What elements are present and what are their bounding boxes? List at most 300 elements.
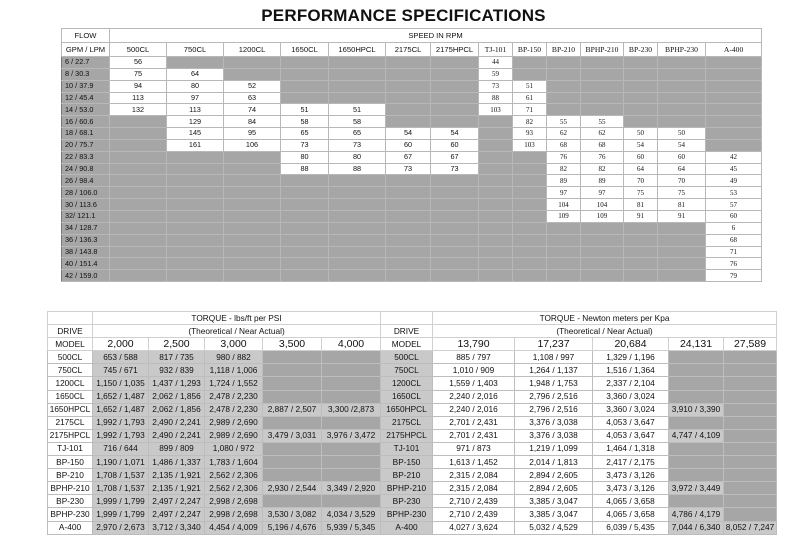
speed-cell <box>224 57 281 69</box>
speed-cell <box>431 68 479 80</box>
speed-cell: 95 <box>224 128 281 140</box>
speed-cell <box>110 151 167 163</box>
speed-cell <box>167 258 224 270</box>
torque-value-cell: 3,473 / 3,126 <box>593 469 669 482</box>
speed-cell: 50 <box>624 128 658 140</box>
flow-row <box>62 128 762 140</box>
torque-value-cell: 3,479 / 3,031 <box>263 429 322 442</box>
speed-cell <box>329 246 386 258</box>
speed-cell <box>224 151 281 163</box>
flow-row <box>62 175 762 187</box>
speed-cell: 70 <box>658 175 706 187</box>
speed-cell: 103 <box>479 104 513 116</box>
torque-row <box>48 429 381 442</box>
torque-value-cell: 4,027 / 3,624 <box>433 521 515 534</box>
speed-cell <box>431 258 479 270</box>
flow-row <box>62 116 762 128</box>
speed-cell <box>624 68 658 80</box>
flow-row <box>62 151 762 163</box>
torque-value-cell <box>724 364 777 377</box>
speed-cell <box>706 80 762 92</box>
speed-cell <box>281 57 329 69</box>
torque-row <box>381 456 777 469</box>
speed-cell: 62 <box>581 128 624 140</box>
speed-cell <box>513 234 547 246</box>
speed-cell <box>624 80 658 92</box>
speed-cell <box>479 128 513 140</box>
torque-value-cell: 1,219 / 1,099 <box>515 442 593 455</box>
model-header-row <box>62 43 762 57</box>
speed-cell: 68 <box>706 234 762 246</box>
speed-cell: 59 <box>479 68 513 80</box>
speed-cell <box>581 92 624 104</box>
speed-cell: 80 <box>167 80 224 92</box>
speed-cell <box>479 234 513 246</box>
speed-cell <box>624 116 658 128</box>
speed-cell: 62 <box>547 128 581 140</box>
model-header-cell: 750CL <box>167 43 224 57</box>
speed-cell: 67 <box>431 151 479 163</box>
speed-cell <box>513 175 547 187</box>
drive-model-cell: 2175CL <box>48 416 93 429</box>
torque-value-cell: 2,796 / 2,516 <box>515 390 593 403</box>
flow-row <box>62 199 762 211</box>
torque-row <box>381 351 777 364</box>
torque-value-cell: 4,065 / 3,658 <box>593 495 669 508</box>
torque-value-cell: 2,337 / 2,104 <box>593 377 669 390</box>
torque-metric-table <box>380 311 777 535</box>
flow-value-cell: 16 / 60.6 <box>62 116 110 128</box>
torque-value-cell: 2,970 / 2,673 <box>93 521 149 534</box>
speed-cell <box>547 234 581 246</box>
torque-value-cell: 4,034 / 3,529 <box>322 508 381 521</box>
torque-title-row <box>48 312 381 325</box>
flow-value-cell: 28 / 106.0 <box>62 187 110 199</box>
speed-cell <box>547 222 581 234</box>
torque-value-cell <box>669 351 724 364</box>
torque-row <box>48 416 381 429</box>
speed-cell <box>386 104 431 116</box>
speed-cell <box>281 187 329 199</box>
speed-cell <box>431 187 479 199</box>
speed-cell: 103 <box>513 139 547 151</box>
speed-cell: 58 <box>329 116 386 128</box>
speed-cell <box>658 270 706 282</box>
speed-cell <box>224 175 281 187</box>
torque-value-cell <box>322 456 381 469</box>
speed-cell <box>281 199 329 211</box>
torque-value-cell: 5,196 / 4,676 <box>263 521 322 534</box>
torque-value-cell: 2,894 / 2,605 <box>515 469 593 482</box>
torque-value-cell <box>322 390 381 403</box>
flow-row <box>62 270 762 282</box>
flow-value-cell: 36 / 136.3 <box>62 234 110 246</box>
model-header-cell: TJ-101 <box>479 43 513 57</box>
torque-value-cell: 2,478 / 2,230 <box>205 390 263 403</box>
speed-cell: 75 <box>624 187 658 199</box>
speed-cell: 53 <box>706 187 762 199</box>
speed-cell <box>281 258 329 270</box>
pressure-header-cell: 17,237 <box>515 338 593 351</box>
torque-value-cell <box>724 469 777 482</box>
blank-header-cell <box>48 312 93 325</box>
speed-cell: 52 <box>224 80 281 92</box>
torque-value-cell: 1,264 / 1,137 <box>515 364 593 377</box>
pressure-header-row <box>381 338 777 351</box>
drive-label: DRIVE <box>48 325 93 338</box>
flow-row <box>62 210 762 222</box>
speed-cell <box>329 68 386 80</box>
speed-cell <box>479 151 513 163</box>
drive-model-cell: A-400 <box>381 521 433 534</box>
torque-value-cell <box>263 456 322 469</box>
torque-value-cell: 932 / 839 <box>149 364 205 377</box>
model-label: MODEL <box>381 338 433 351</box>
speed-cell: 60 <box>658 151 706 163</box>
model-header-cell: BP-230 <box>624 43 658 57</box>
pressure-header-cell: 3,500 <box>263 338 322 351</box>
torque-value-cell: 899 / 809 <box>149 442 205 455</box>
speed-cell: 88 <box>281 163 329 175</box>
torque-value-cell: 1,613 / 1,452 <box>433 456 515 469</box>
speed-cell <box>329 57 386 69</box>
torque-value-cell: 1,992 / 1,793 <box>93 429 149 442</box>
torque-value-cell: 1,486 / 1,337 <box>149 456 205 469</box>
speed-cell <box>167 151 224 163</box>
speed-cell <box>624 234 658 246</box>
torque-title: TORQUE - Newton meters per Kpa <box>433 312 777 325</box>
speed-cell: 73 <box>431 163 479 175</box>
torque-value-cell: 2,315 / 2,084 <box>433 482 515 495</box>
torque-value-cell: 4,786 / 4,179 <box>669 508 724 521</box>
speed-cell <box>224 258 281 270</box>
speed-cell <box>431 234 479 246</box>
speed-cell <box>110 128 167 140</box>
drive-model-cell: BP-150 <box>48 456 93 469</box>
speed-cell: 79 <box>706 270 762 282</box>
torque-value-cell: 1,010 / 909 <box>433 364 515 377</box>
speed-cell: 55 <box>547 116 581 128</box>
drive-model-cell: 750CL <box>48 364 93 377</box>
speed-cell <box>658 116 706 128</box>
torque-subtitle-row <box>48 325 381 338</box>
speed-cell: 50 <box>658 128 706 140</box>
speed-cell <box>329 222 386 234</box>
pressure-header-cell: 13,790 <box>433 338 515 351</box>
blank-header-cell <box>381 312 433 325</box>
speed-cell <box>281 222 329 234</box>
flow-header: FLOW <box>62 29 110 43</box>
torque-value-cell: 2,710 / 2,439 <box>433 495 515 508</box>
drive-model-cell: 2175CL <box>381 416 433 429</box>
model-header-cell: BP-150 <box>513 43 547 57</box>
speed-cell: 68 <box>581 139 624 151</box>
flow-value-cell: 40 / 151.4 <box>62 258 110 270</box>
model-header-cell: 500CL <box>110 43 167 57</box>
flow-row <box>62 187 762 199</box>
torque-subtitle-row <box>381 325 777 338</box>
speed-cell: 113 <box>167 104 224 116</box>
speed-cell <box>513 151 547 163</box>
drive-model-cell: 500CL <box>48 351 93 364</box>
speed-cell <box>513 187 547 199</box>
speed-cell <box>658 104 706 116</box>
flow-value-cell: 8 / 30.3 <box>62 68 110 80</box>
torque-row <box>381 495 777 508</box>
speed-cell <box>581 68 624 80</box>
speed-cell <box>386 210 431 222</box>
speed-cell <box>281 175 329 187</box>
speed-cell: 57 <box>706 199 762 211</box>
model-header-cell: BPHP-210 <box>581 43 624 57</box>
speed-cell <box>281 234 329 246</box>
drive-model-cell: BP-230 <box>48 495 93 508</box>
torque-row <box>381 482 777 495</box>
speed-cell <box>224 68 281 80</box>
drive-model-cell: 750CL <box>381 364 433 377</box>
pressure-header-cell: 3,000 <box>205 338 263 351</box>
speed-cell <box>513 163 547 175</box>
speed-cell: 51 <box>281 104 329 116</box>
torque-value-cell <box>724 456 777 469</box>
torque-row <box>48 351 381 364</box>
drive-model-cell: 1650CL <box>381 390 433 403</box>
speed-cell <box>224 234 281 246</box>
speed-cell <box>386 246 431 258</box>
torque-row <box>381 469 777 482</box>
torque-value-cell: 1,783 / 1,604 <box>205 456 263 469</box>
torque-value-cell: 3,712 / 3,340 <box>149 521 205 534</box>
flow-row <box>62 92 762 104</box>
torque-row <box>48 469 381 482</box>
torque-value-cell <box>322 364 381 377</box>
torque-value-cell <box>322 495 381 508</box>
drive-model-cell: 500CL <box>381 351 433 364</box>
torque-value-cell: 2,930 / 2,544 <box>263 482 322 495</box>
drive-model-cell: 2175HPCL <box>381 429 433 442</box>
drive-model-cell: 1200CL <box>381 377 433 390</box>
speed-cell: 80 <box>281 151 329 163</box>
torque-title: TORQUE - lbs/ft per PSI <box>93 312 381 325</box>
drive-model-cell: TJ-101 <box>381 442 433 455</box>
speed-cell <box>167 246 224 258</box>
speed-cell <box>547 246 581 258</box>
speed-cell: 97 <box>547 187 581 199</box>
speed-cell: 54 <box>386 128 431 140</box>
drive-model-cell: BP-210 <box>381 469 433 482</box>
speed-cell: 73 <box>386 163 431 175</box>
torque-value-cell: 971 / 873 <box>433 442 515 455</box>
speed-cell: 82 <box>547 163 581 175</box>
speed-cell <box>658 222 706 234</box>
pressure-header-cell: 20,684 <box>593 338 669 351</box>
speed-cell <box>224 270 281 282</box>
torque-value-cell <box>322 351 381 364</box>
torque-value-cell <box>263 442 322 455</box>
torque-value-cell <box>263 364 322 377</box>
speed-cell: 89 <box>547 175 581 187</box>
speed-cell <box>281 80 329 92</box>
torque-value-cell <box>724 508 777 521</box>
torque-row <box>48 482 381 495</box>
speed-cell <box>513 210 547 222</box>
torque-value-cell <box>322 469 381 482</box>
speed-cell <box>386 116 431 128</box>
torque-value-cell: 2,701 / 2,431 <box>433 429 515 442</box>
speed-cell <box>706 116 762 128</box>
speed-cell <box>110 187 167 199</box>
speed-cell <box>547 270 581 282</box>
speed-cell <box>706 139 762 151</box>
performance-table <box>61 28 762 282</box>
torque-value-cell: 1,999 / 1,799 <box>93 508 149 521</box>
pressure-header-cell: 24,131 <box>669 338 724 351</box>
speed-cell <box>329 199 386 211</box>
speed-cell <box>386 270 431 282</box>
speed-cell <box>706 128 762 140</box>
speed-cell: 70 <box>624 175 658 187</box>
torque-value-cell: 1,080 / 972 <box>205 442 263 455</box>
torque-value-cell <box>669 390 724 403</box>
speed-cell <box>329 92 386 104</box>
flow-value-cell: 42 / 159.0 <box>62 270 110 282</box>
torque-row <box>381 364 777 377</box>
flow-row <box>62 234 762 246</box>
speed-cell: 91 <box>658 210 706 222</box>
torque-value-cell <box>724 482 777 495</box>
speed-cell: 60 <box>431 139 479 151</box>
speed-cell <box>513 222 547 234</box>
speed-cell <box>167 222 224 234</box>
speed-cell: 51 <box>513 80 547 92</box>
torque-row <box>381 442 777 455</box>
flow-value-cell: 22 / 83.3 <box>62 151 110 163</box>
speed-cell <box>167 210 224 222</box>
page-title: PERFORMANCE SPECIFICATIONS <box>261 6 546 25</box>
speed-cell <box>110 270 167 282</box>
torque-value-cell: 2,240 / 2,016 <box>433 390 515 403</box>
speed-cell: 54 <box>431 128 479 140</box>
speed-cell: 109 <box>581 210 624 222</box>
speed-cell <box>281 210 329 222</box>
speed-cell <box>658 92 706 104</box>
speed-cell <box>431 175 479 187</box>
speed-cell <box>431 80 479 92</box>
speed-cell <box>479 175 513 187</box>
speed-cell: 65 <box>329 128 386 140</box>
flow-value-cell: 20 / 75.7 <box>62 139 110 151</box>
speed-cell <box>479 258 513 270</box>
speed-cell <box>581 80 624 92</box>
speed-cell <box>167 57 224 69</box>
torque-value-cell <box>322 442 381 455</box>
torque-row <box>381 521 777 534</box>
speed-cell: 55 <box>581 116 624 128</box>
speed-cell: 97 <box>167 92 224 104</box>
speed-cell: 113 <box>110 92 167 104</box>
flow-row <box>62 258 762 270</box>
drive-model-cell: BPHP-230 <box>381 508 433 521</box>
speed-cell <box>513 57 547 69</box>
speed-cell: 42 <box>706 151 762 163</box>
speed-cell <box>479 222 513 234</box>
torque-row <box>381 508 777 521</box>
speed-cell: 94 <box>110 80 167 92</box>
speed-cell: 64 <box>167 68 224 80</box>
torque-value-cell: 3,385 / 3,047 <box>515 508 593 521</box>
flow-row <box>62 57 762 69</box>
torque-value-cell: 2,417 / 2,175 <box>593 456 669 469</box>
speed-cell: 76 <box>581 151 624 163</box>
model-header-cell: BPHP-230 <box>658 43 706 57</box>
speed-cell: 73 <box>479 80 513 92</box>
drive-model-cell: 2175HPCL <box>48 429 93 442</box>
torque-value-cell: 4,747 / 4,109 <box>669 429 724 442</box>
flow-value-cell: 24 / 90.8 <box>62 163 110 175</box>
torque-imperial-table <box>47 311 381 535</box>
speed-cell <box>386 199 431 211</box>
torque-value-cell <box>322 377 381 390</box>
speed-cell <box>167 199 224 211</box>
speed-cell <box>386 222 431 234</box>
speed-cell <box>431 210 479 222</box>
torque-row <box>48 456 381 469</box>
torque-value-cell: 1,108 / 997 <box>515 351 593 364</box>
flow-value-cell: 12 / 45.4 <box>62 92 110 104</box>
speed-cell: 81 <box>624 199 658 211</box>
torque-value-cell: 1,724 / 1,552 <box>205 377 263 390</box>
flow-value-cell: 14 / 53.0 <box>62 104 110 116</box>
speed-cell <box>658 68 706 80</box>
speed-cell: 71 <box>706 246 762 258</box>
torque-value-cell: 2,796 / 2,516 <box>515 403 593 416</box>
torque-value-cell: 2,062 / 1,856 <box>149 403 205 416</box>
speed-cell: 64 <box>658 163 706 175</box>
speed-cell <box>431 92 479 104</box>
flow-value-cell: 18 / 68.1 <box>62 128 110 140</box>
torque-value-cell <box>669 364 724 377</box>
speed-header: SPEED IN RPM <box>110 29 762 43</box>
speed-cell <box>624 222 658 234</box>
speed-cell <box>386 68 431 80</box>
speed-cell <box>547 92 581 104</box>
torque-value-cell: 2,989 / 2,690 <box>205 429 263 442</box>
torque-subtitle: (Theoretical / Near Actual) <box>93 325 381 338</box>
speed-cell <box>513 258 547 270</box>
speed-cell: 145 <box>167 128 224 140</box>
speed-cell <box>224 222 281 234</box>
drive-model-cell: 1650HPCL <box>48 403 93 416</box>
speed-cell <box>224 187 281 199</box>
torque-value-cell <box>263 495 322 508</box>
torque-value-cell: 2,887 / 2,507 <box>263 403 322 416</box>
torque-value-cell <box>263 351 322 364</box>
flow-value-cell: 32/ 121.1 <box>62 210 110 222</box>
speed-cell: 58 <box>281 116 329 128</box>
torque-value-cell: 1,329 / 1,196 <box>593 351 669 364</box>
torque-value-cell: 3,360 / 3,024 <box>593 390 669 403</box>
torque-row <box>48 442 381 455</box>
speed-cell: 6 <box>706 222 762 234</box>
speed-cell <box>658 57 706 69</box>
speed-cell <box>110 210 167 222</box>
speed-cell: 106 <box>224 139 281 151</box>
speed-cell <box>431 104 479 116</box>
speed-cell <box>386 258 431 270</box>
torque-value-cell: 3,972 / 3,449 <box>669 482 724 495</box>
flow-row <box>62 163 762 175</box>
speed-cell <box>513 68 547 80</box>
